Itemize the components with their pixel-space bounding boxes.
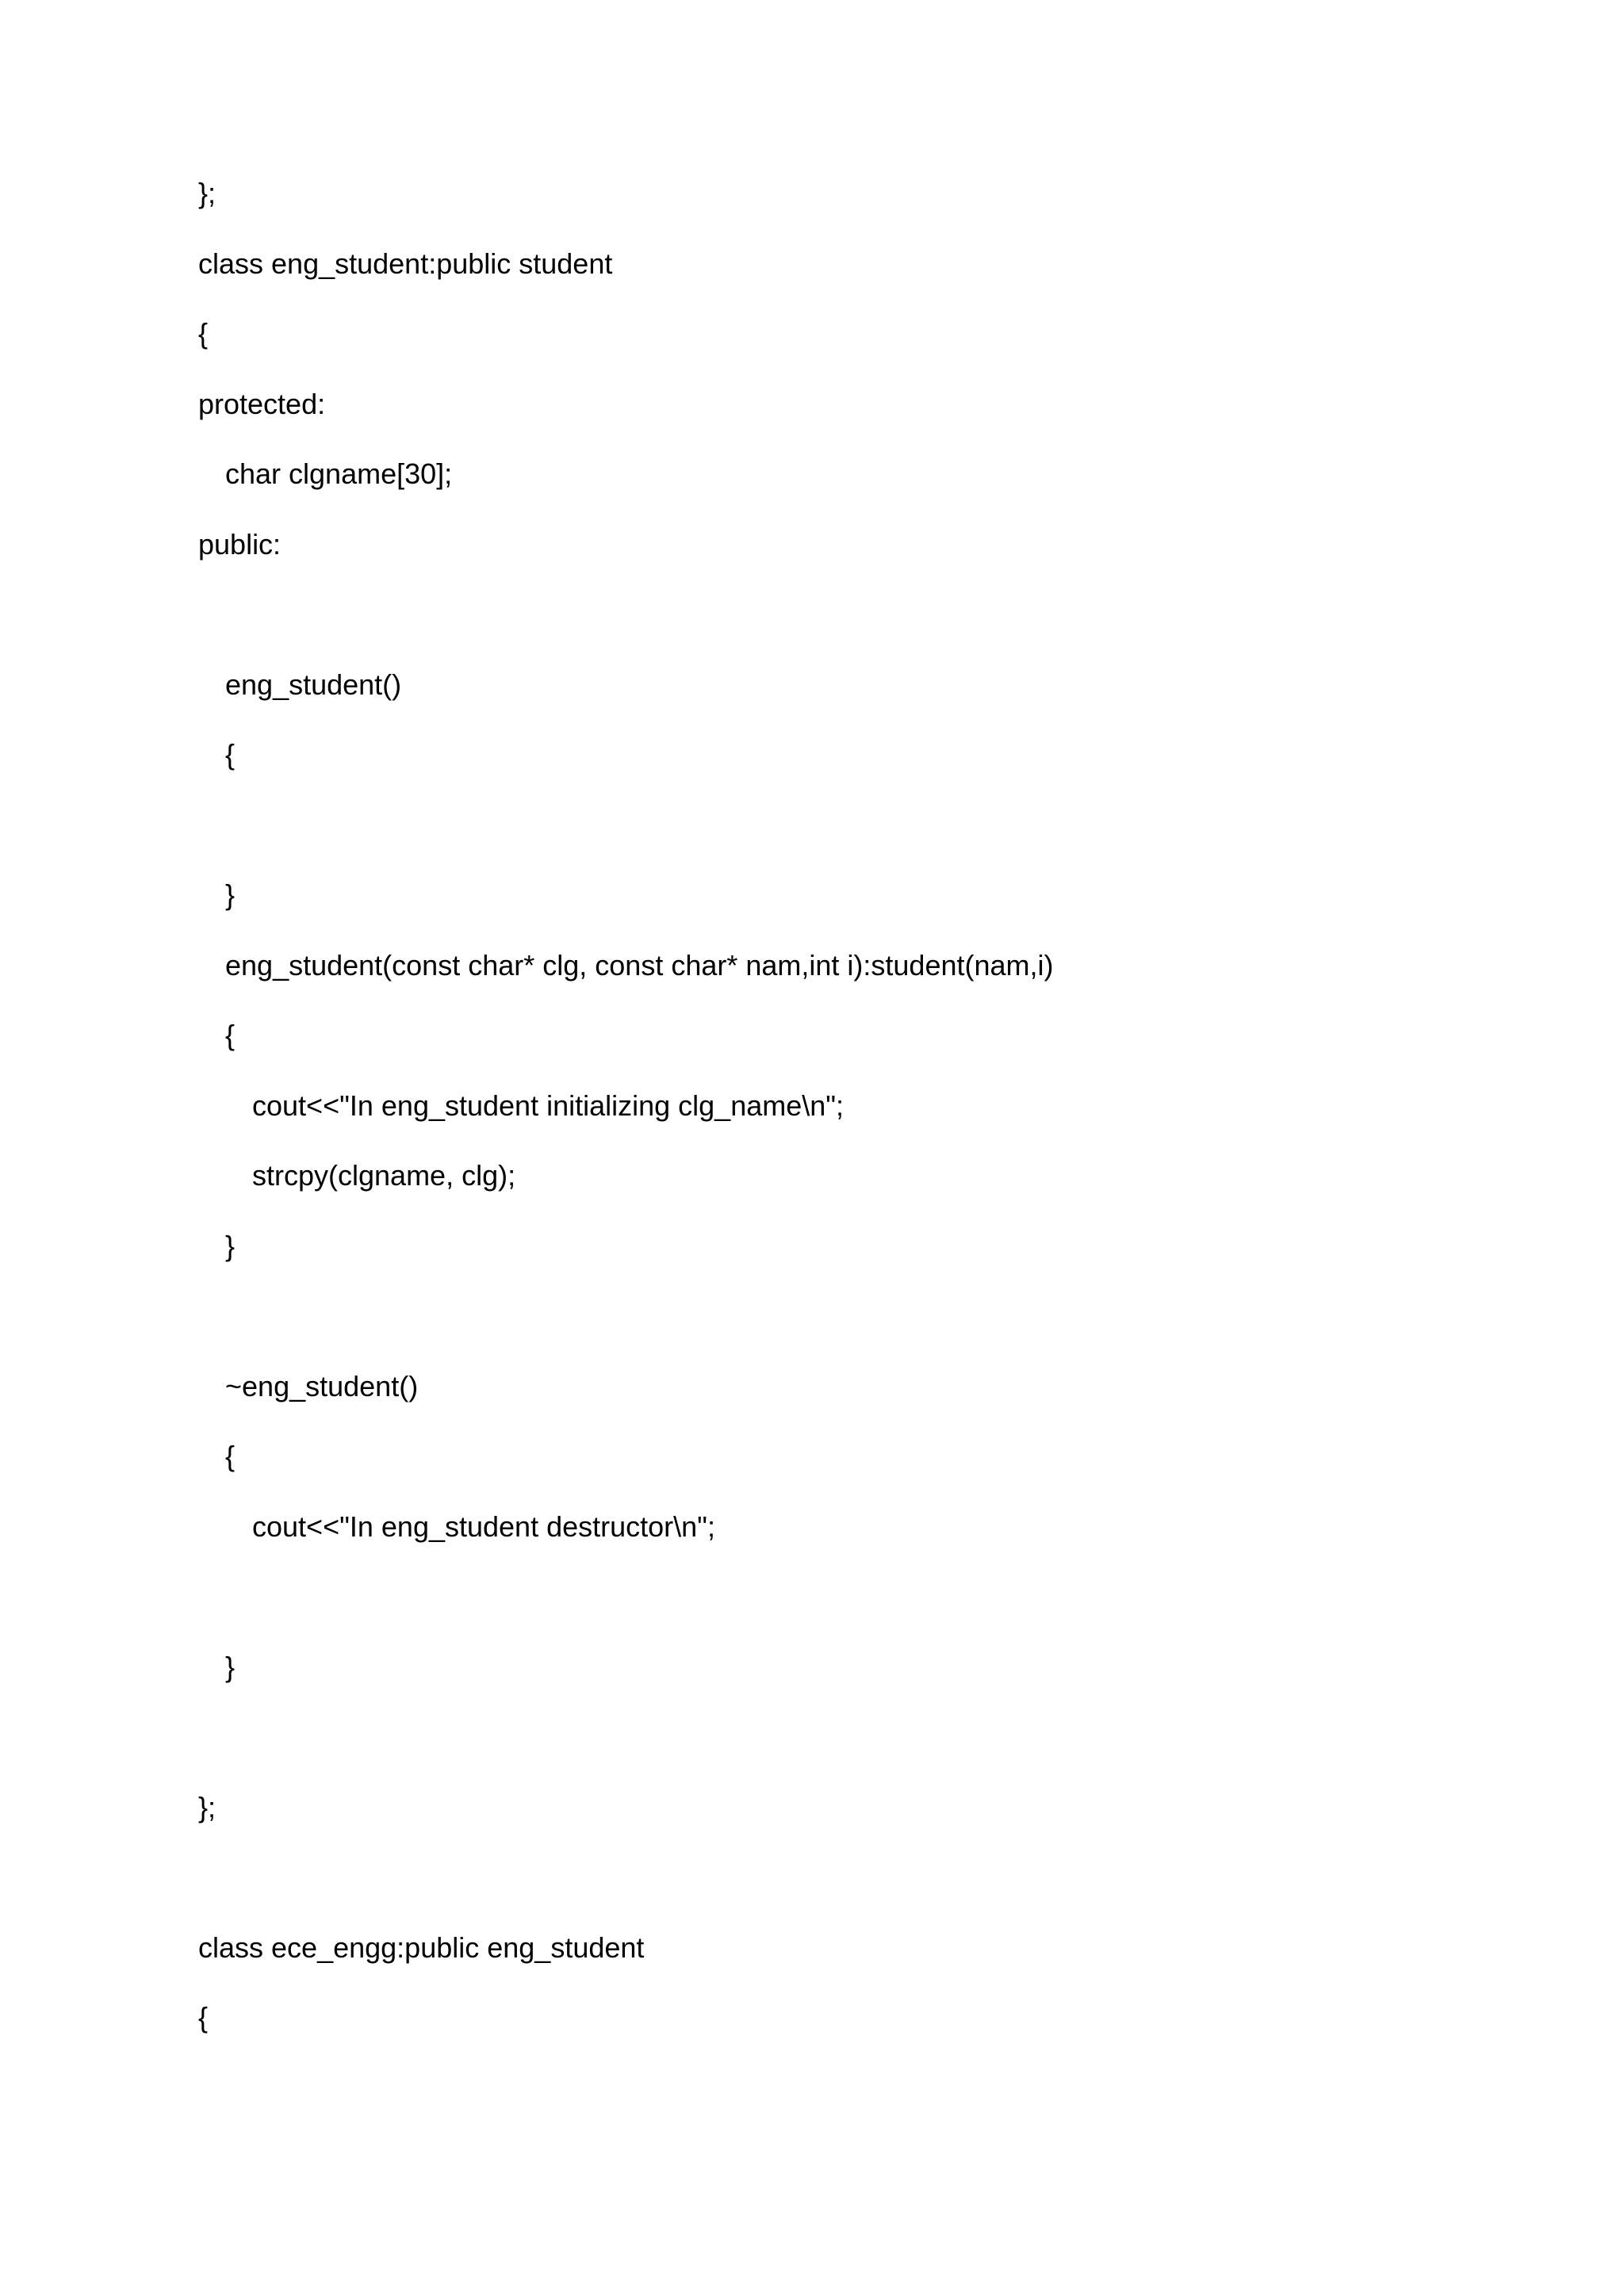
- code-line: {: [225, 738, 236, 771]
- code-line: };: [198, 1790, 216, 1823]
- code-line: public:: [198, 527, 282, 561]
- code-line: {: [198, 2001, 209, 2034]
- code-line: ~eng_student(): [225, 1369, 419, 1402]
- code-line: char clgname[30];: [225, 457, 453, 490]
- code-line: }: [225, 1650, 236, 1683]
- code-line: {: [225, 1440, 236, 1472]
- code-line: class eng_student:public student: [198, 247, 613, 280]
- code-line: {: [225, 1019, 236, 1051]
- code-line: }: [225, 878, 236, 911]
- code-line: };: [198, 177, 216, 209]
- code-line: {: [198, 317, 209, 350]
- code-line: }: [225, 1229, 236, 1262]
- code-line: strcpy(clgname, clg);: [252, 1159, 516, 1192]
- code-line: eng_student(const char* clg, const char* nam,int i):student(nam,i): [225, 948, 1054, 982]
- code-line: class ece_engg:public eng_student: [198, 1931, 645, 1964]
- code-line: eng_student(): [225, 668, 402, 701]
- code-line: cout<<"In eng_student destructor\n";: [252, 1510, 715, 1543]
- code-line: protected:: [198, 387, 326, 420]
- code-line: cout<<"In eng_student initializing clg_name\n";: [252, 1089, 845, 1122]
